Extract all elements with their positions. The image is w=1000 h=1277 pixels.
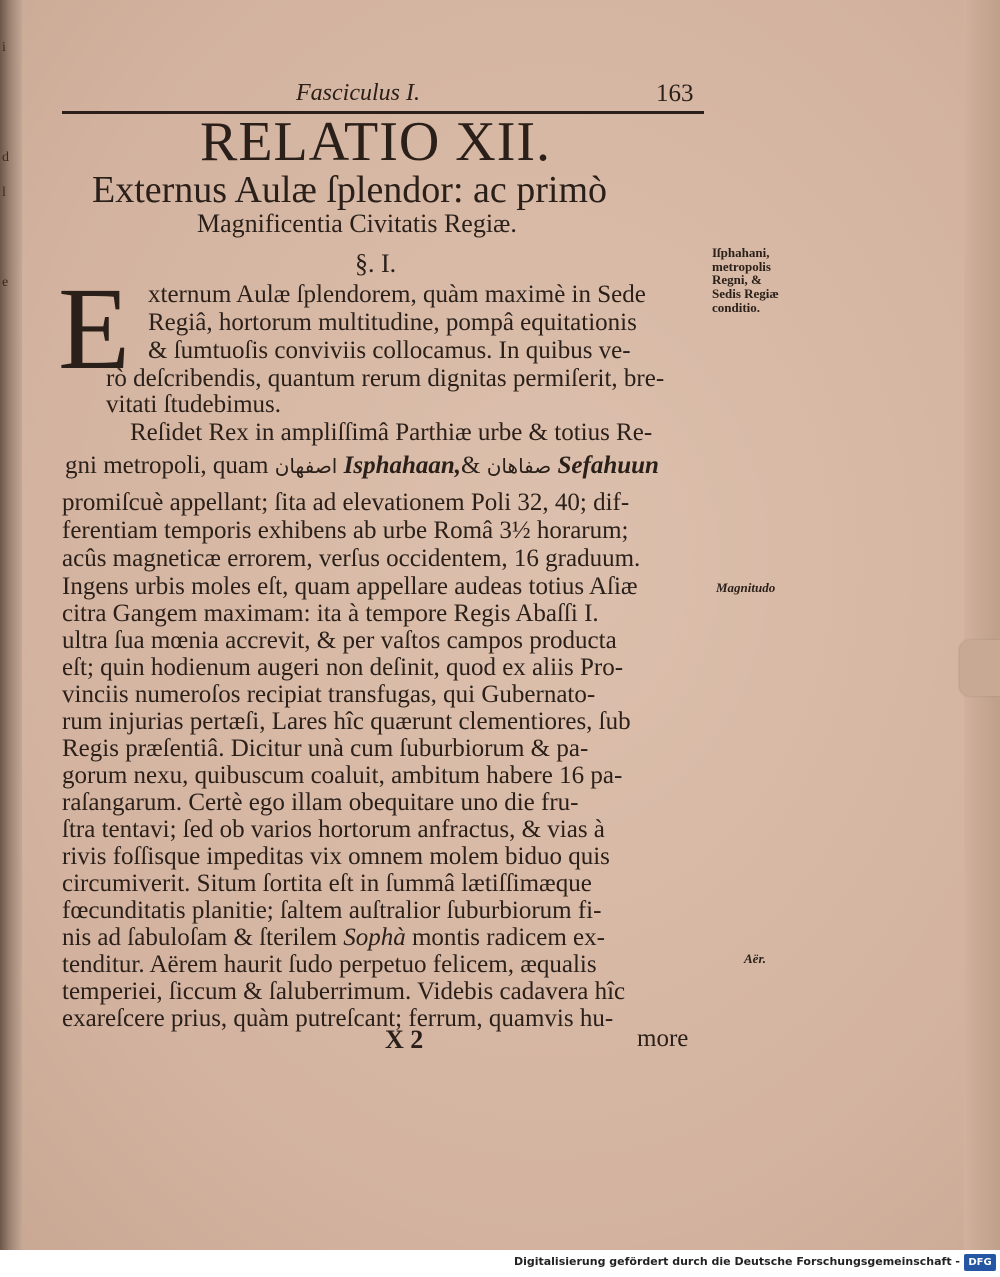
text-line: vinciis numeroſos recipiat transfugas, qui Gubernato- <box>62 681 596 708</box>
margin-note-line: conditio. <box>712 299 761 315</box>
spine-fragment: e <box>2 275 9 290</box>
text-line: rivis foſſisque impeditas vix omnem molem biduo quis <box>62 843 610 870</box>
arabic-word: اصفهان <box>274 454 338 478</box>
text-line: Ingens urbis moles eſt, quam appellare audeas totius Aſiæ <box>62 573 638 600</box>
drop-cap: E <box>58 263 131 394</box>
text-line: temperiei, ſiccum & ſaluberrimum. Videbis cadavera hîc <box>62 978 626 1005</box>
margin-note-isphahani <box>712 246 779 314</box>
text-line: acûs magneticæ errorem, verſus occidentem, 16 graduum. <box>62 545 641 572</box>
running-title: Fasciculus I. <box>296 80 420 106</box>
text-line-with-italic <box>62 925 605 950</box>
dfg-logo: DFG <box>964 1254 996 1271</box>
margin-note-line: metropolis <box>712 258 771 274</box>
text-line: vitati ſtudebimus. <box>106 391 281 418</box>
text-line: gorum nexu, quibuscum coaluit, ambitum habere 16 pa- <box>62 762 623 789</box>
text-line: Regiâ, hortorum multitudine, pompâ equitationis <box>148 309 637 336</box>
text-line: ſtra tentavi; ſed ob varios hortorum anfractus, & vias à <box>62 816 605 843</box>
chapter-subtitle-1: Externus Aulæ ſplendor: ac primò <box>92 169 608 211</box>
ampersand: & <box>461 452 481 479</box>
text-span: nis ad ſabuloſam & ſterilem <box>62 924 337 951</box>
chapter-subtitle-2: Magnificentia Civitatis Regiæ. <box>197 209 517 238</box>
footer-credit: Digitalisierung gefördert durch die Deutsche Forschungsgemeinschaft - <box>513 1255 960 1268</box>
page-tab <box>960 640 1000 696</box>
text-line: & ſumtuoſis conviviis collocamus. In quibus ve- <box>148 337 631 364</box>
margin-note-line: Sedis Regiæ <box>712 285 779 301</box>
text-line: tenditur. Aërem haurit ſudo perpetuo felicem, æqualis <box>62 951 597 978</box>
text-line: raſangarum. Certè ego illam obequitare uno die fru- <box>62 789 579 816</box>
margin-note-line: Iſphahani, <box>712 245 770 260</box>
text-line-with-arabic <box>65 453 659 478</box>
text-line: fœcunditatis planitie; ſaltem auſtralior ſuburbiorum fi- <box>62 897 602 924</box>
text-line: eſt; quin hodienum augeri non deſinit, quod ex aliis Pro- <box>62 654 624 681</box>
text-line: exareſcere prius, quàm putreſcant; ferrum, quamvis hu- <box>62 1005 614 1032</box>
text-line: xternum Aulæ ſplendorem, quàm maximè in Sede <box>148 281 646 308</box>
text-line: ultra ſua mœnia accrevit, & per vaſtos campos producta <box>62 627 617 654</box>
text-line: promiſcuè appellant; ſita ad elevationem Poli 32, 40; dif- <box>62 489 630 516</box>
text-line: Reſidet Rex in ampliſſimâ Parthiæ urbe & totius Re- <box>130 419 653 446</box>
spine-fragment: i <box>2 40 6 55</box>
text-span: gni metropoli, quam <box>65 452 269 479</box>
catchword: more <box>637 1025 689 1052</box>
text-line: ferentiam temporis exhibens ab urbe Româ 3½ horarum; <box>62 517 629 544</box>
place-name: Isphahaan, <box>343 452 462 479</box>
place-name: Sefahuun <box>557 452 659 479</box>
text-line: citra Gangem maximam: ita à tempore Regis Abaſſi I. <box>62 600 599 627</box>
text-line: rum injurias pertæſi, Lares hîc quærunt clementiores, ſub <box>62 708 631 735</box>
arabic-word: صفاهان <box>486 454 552 478</box>
margin-note-line: Regni, & <box>712 272 762 288</box>
place-name: Sophà <box>343 924 406 951</box>
page-number: 163 <box>656 80 694 107</box>
section-mark: §. I. <box>355 249 397 278</box>
book-spine <box>0 0 22 1250</box>
text-span: montis radicem ex- <box>411 924 605 951</box>
digitization-footer <box>0 1250 1000 1277</box>
margin-note-magnitudo: Magnitudo <box>716 580 776 595</box>
spine-fragment: l <box>2 185 6 200</box>
chapter-heading: RELATIO XII. <box>200 111 552 173</box>
margin-note-aer: Aër. <box>744 951 767 966</box>
text-line: rò deſcribendis, quantum rerum dignitas permiſerit, bre- <box>106 365 665 392</box>
text-line: Regis præſentiâ. Dicitur unà cum ſuburbiorum & pa- <box>62 735 589 762</box>
signature-mark: X 2 <box>385 1025 424 1054</box>
text-line: circumiverit. Situm ſortita eſt in ſummâ lætiſſimæque <box>62 870 592 897</box>
page-fore-edge <box>964 0 1000 1250</box>
spine-fragment: d <box>2 150 9 165</box>
